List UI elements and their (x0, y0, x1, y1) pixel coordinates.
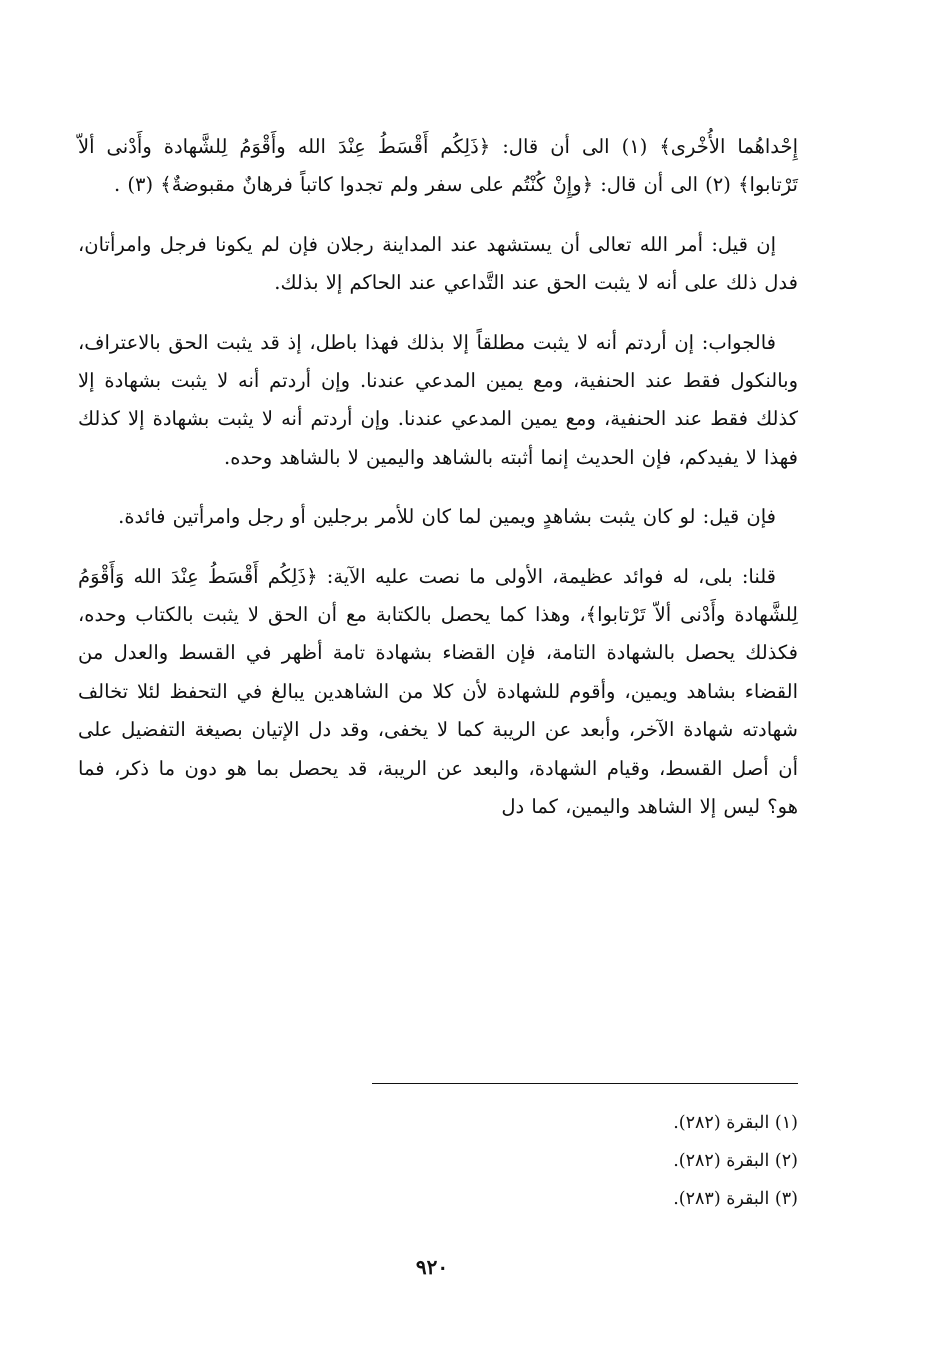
footnote-1: (١) البقرة (٢٨٢). (673, 1113, 798, 1133)
page-number: ٩٢٠ (415, 1255, 449, 1279)
main-text (78, 128, 798, 848)
paragraph-objection: إن قيل: أمر الله تعالى أن يستشهد عند المداينة رجلان فإن لم يكونا فرجل وامرأتان، فدل ذلك على أنه لا يثبت الحق عند التَّداعي عند الحاكم إلا بذلك. (78, 232, 798, 295)
footnote-3: (٣) البقرة (٢٨٣). (673, 1189, 798, 1209)
paragraph-verse-continuation: إِحْداهُما الأُخْرى﴾ (١) الى أن قال: ﴿ذَلِكُم أَقْسَطُ عِنْدَ الله وأَقْوَمُ لِلشَّهادة وأَدْنى ألاّ تَرْتابوا﴾ (٢) الى أن قال: ﴿وإِنْ كُنْتُم على سفر ولم تجدوا كاتباً فرهانٌ مقبوضةٌ﴾ (٣) . (78, 135, 798, 197)
paragraph-second-objection: فإن قيل: لو كان يثبت بشاهدٍ ويمين لما كان للأمر برجلين أو رجل وامرأتين فائدة. (118, 505, 776, 529)
footnote-2: (٢) البقرة (٢٨٢). (673, 1151, 798, 1171)
footnotes-list (440, 1104, 798, 1218)
footnote-divider (372, 1083, 798, 1084)
paragraph-reply: قلنا: بلى، له فوائد عظيمة، الأولى ما نصت عليه الآية: ﴿ذَلِكُم أَقْسَطُ عِنْدَ الله وَأَقْوَمُ لِلشَّهادة وأَدْنى ألاّ تَرْتابوا﴾، وهذا كما يحصل بالكتابة مع أن الحق لا يثبت بالكتاب وحده، فكذلك يحصل بالشهادة التامة، فإن القضاء بشهادة تامة أظهر في القسط والعدل من القضاء بشاهد ويمين، وأقوم للشهادة لأن كلا من الشاهدين يبالغ في التحفظ لئلا تخالف شهادته شهادة الآخر، وأبعد عن الريبة كما لا يخفى، وقد دل الإتيان بصيغة التفضيل على أن أصل القسط، وقيام الشهادة، والبعد عن الريبة، قد يحصل بما هو دون ما ذكر، فما هو؟ ليس إلا الشاهد واليمين، كما دل (78, 564, 798, 819)
paragraph-answer: فالجواب: إن أردتم أنه لا يثبت مطلقاً إلا بذلك فهذا باطل، إذ قد يثبت الحق بالاعتراف، وبالنكول فقط عند الحنفية، ومع يمين المدعي عندنا. وإن أردتم أنه لا يثبت بشهادة إلا كذلك فقط عند الحنفية، ومع يمين المدعي عندنا. وإن أردتم أنه لا يثبت بشهادة إلا كذلك فهذا لا يفيدكم، فإن الحديث إنما أثبته بالشاهد واليمين لا بالشاهد وحده. (78, 330, 798, 469)
